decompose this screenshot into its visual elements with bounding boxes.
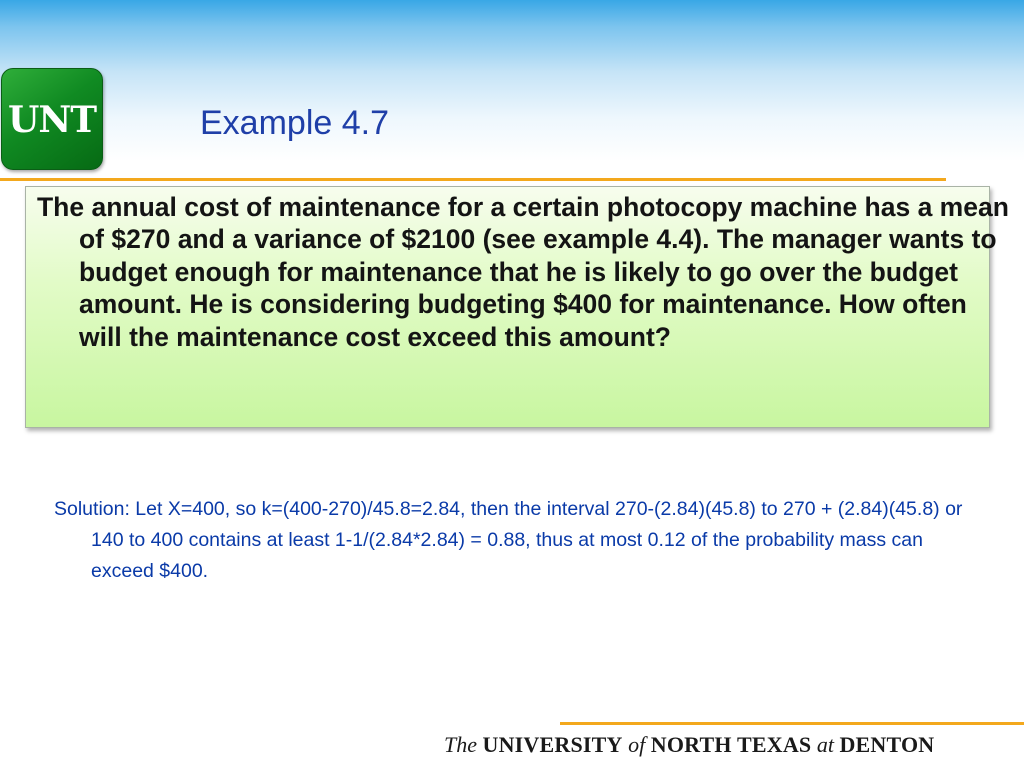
header-gradient-band <box>0 0 1024 190</box>
footer-of: of <box>628 732 646 757</box>
solution-text: Solution: Let X=400, so k=(400-270)/45.8=2.84, then the interval 270-(2.84)(45.8) to 270 + (2.84)(45.8) or 140 to 400 contains at least 1-1/(2.84*2.84) = 0.88, thus at most 0.12 of the probability mass can exceed $400. <box>54 498 963 582</box>
footer-university: UNIVERSITY <box>482 732 623 757</box>
footer-university-name <box>444 732 934 758</box>
problem-statement: The annual cost of maintenance for a certain photocopy machine has a mean of $270 and a variance of $2100 (see example 4.4). The manager wants to budget enough for maintenance that he is likely to go over the budget amount. He is considering budgeting $400 for maintenance. How often will the maintenance cost exceed this amount? <box>37 192 1009 352</box>
slide-title: Example 4.7 <box>200 104 389 142</box>
footer-north-texas: NORTH TEXAS <box>650 732 812 757</box>
logo-text: UNT <box>7 99 97 141</box>
footer-denton: DENTON <box>839 732 935 757</box>
footer-at: at <box>816 732 834 757</box>
header-divider <box>0 178 946 181</box>
footer-divider <box>560 722 1024 725</box>
footer-the: The <box>444 732 477 757</box>
unt-logo <box>1 68 103 170</box>
